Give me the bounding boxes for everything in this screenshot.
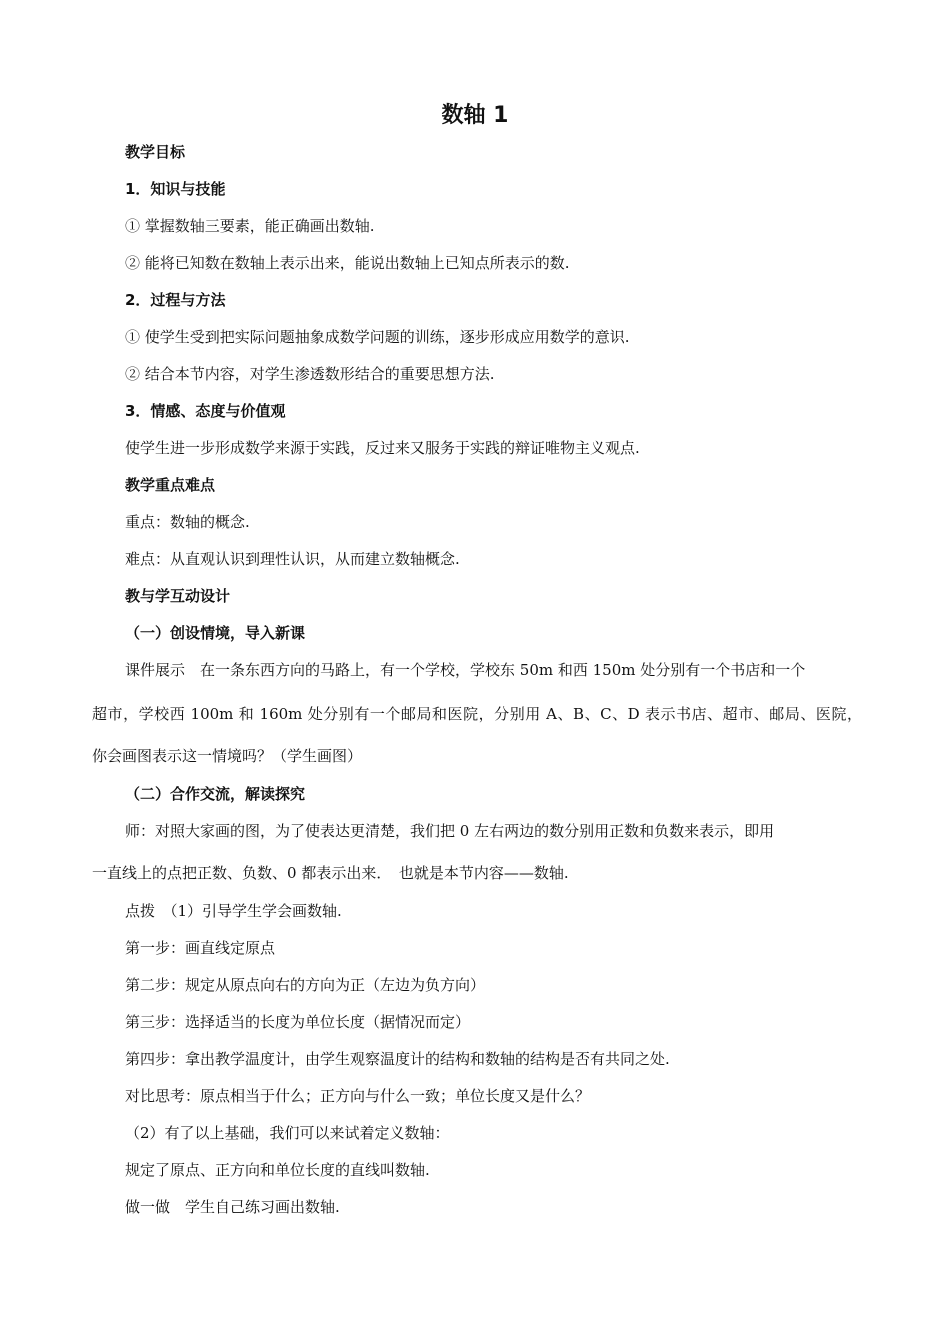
section-heading-teaching-goals: 教学目标 [125,143,186,161]
text-line: 点拨 （1）引导学生学会画数轴. [125,902,342,920]
text-line: 使学生进一步形成数学来源于实践，反过来又服务于实践的辩证唯物主义观点. [125,439,640,457]
text-line: 第三步：选择适当的长度为单位长度（据情况而定） [125,1013,471,1031]
text-line: 第二步：规定从原点向右的方向为正（左边为负方向） [125,976,486,994]
subheading-process-method: 2．过程与方法 [125,291,226,309]
paragraph-line: 课件展示 在一条东西方向的马路上，有一个学校，学校东 50m 和西 150m 处分别有一个书店和一个 [125,661,806,679]
text-line: （2）有了以上基础，我们可以来试着定义数轴： [125,1124,450,1142]
text-line: 做一做 学生自己练习画出数轴. [125,1198,340,1216]
subheading-knowledge-skills: 1．知识与技能 [125,180,226,198]
page-title: 数轴 1 [441,103,509,128]
text-line: ① 掌握数轴三要素，能正确画出数轴. [125,217,375,235]
text-line: 对比思考：原点相当于什么；正方向与什么一致；单位长度又是什么？ [125,1087,591,1105]
paragraph-line: 一直线上的点把正数、负数、0 都表示出来． 也就是本节内容——数轴. [92,864,569,882]
text-line: 重点：数轴的概念. [125,513,250,531]
subheading-cooperation: （二）合作交流，解读探究 [125,785,306,803]
paragraph-line: 师：对照大家画的图，为了使表达更清楚，我们把 0 左右两边的数分别用正数和负数来表示，即用 [125,822,775,840]
subheading-emotion-attitude: 3．情感、态度与价值观 [125,402,286,420]
text-line: 规定了原点、正方向和单位长度的直线叫数轴. [125,1161,430,1179]
paragraph-line: 你会画图表示这一情境吗？（学生画图） [92,747,363,765]
text-line: 难点：从直观认识到理性认识，从而建立数轴概念. [125,550,460,568]
text-line: ② 结合本节内容，对学生渗透数形结合的重要思想方法. [125,365,495,383]
section-heading-key-points: 教学重点难点 [125,476,216,494]
text-line: ② 能将已知数在数轴上表示出来，能说出数轴上已知点所表示的数. [125,254,570,272]
subheading-create-situation: （一）创设情境，导入新课 [125,624,306,642]
text-line: 第一步：画直线定原点 [125,939,276,957]
text-line: ① 使学生受到把实际问题抽象成数学问题的训练，逐步形成应用数学的意识. [125,328,630,346]
section-heading-interaction-design: 教与学互动设计 [125,587,231,605]
text-line: 第四步：拿出教学温度计，由学生观察温度计的结构和数轴的结构是否有共同之处. [125,1050,670,1068]
paragraph-line: 超市，学校西 100m 和 160m 处分别有一个邮局和医院，分别用 A、B、C、D 表示书店、超市、邮局、医院， [92,705,862,723]
